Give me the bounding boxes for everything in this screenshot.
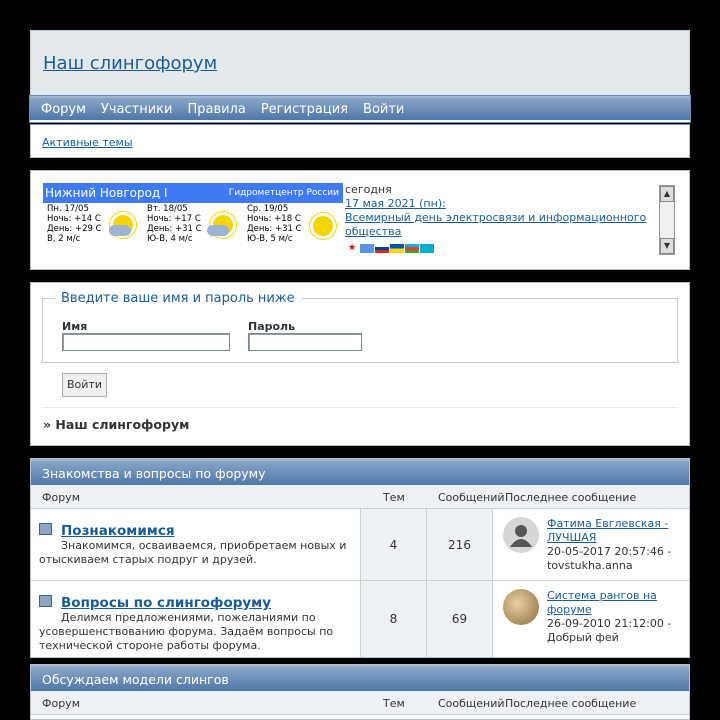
azerbaijan-flag-icon bbox=[405, 244, 419, 253]
sub-navbar bbox=[30, 124, 690, 158]
weather-widget-panel bbox=[30, 170, 690, 270]
weather-city: Нижний Новгород I bbox=[45, 186, 168, 200]
name-input[interactable] bbox=[62, 333, 230, 351]
avatar[interactable] bbox=[503, 517, 539, 553]
posts-count: 69 bbox=[427, 581, 493, 657]
scroll-up-icon[interactable]: ▲ bbox=[660, 186, 674, 202]
col-topics: Тем bbox=[383, 697, 405, 710]
sun-icon bbox=[313, 216, 333, 236]
last-post-info bbox=[547, 589, 687, 645]
col-posts: Сообщений bbox=[438, 697, 505, 710]
col-last-post: Последнее сообщение bbox=[505, 491, 637, 504]
weather-wind: Ю-В, 4 м/с bbox=[147, 234, 193, 244]
nav-members[interactable]: Участники bbox=[100, 102, 173, 117]
col-forum: Форум bbox=[42, 697, 80, 710]
divider bbox=[42, 407, 678, 408]
weather-date: Вт. 18/05 bbox=[147, 204, 188, 214]
forum-header bbox=[30, 30, 690, 96]
today-event-link[interactable]: Всемирный день электросвязи и информационного общества bbox=[345, 211, 647, 238]
topics-count: 4 bbox=[361, 509, 427, 580]
today-date-link[interactable]: 17 мая 2021 (пн): bbox=[345, 197, 446, 210]
user-silhouette-icon bbox=[503, 517, 539, 553]
forum-icon bbox=[39, 523, 52, 535]
category-title: Обсуждаем модели слингов bbox=[31, 665, 689, 691]
forum-name-link[interactable]: Вопросы по слингофоруму bbox=[61, 595, 272, 611]
category-block bbox=[30, 458, 690, 658]
forum-name-link[interactable]: Познакомимся bbox=[61, 523, 175, 539]
col-posts: Сообщений bbox=[438, 491, 505, 504]
kazakhstan-flag-icon bbox=[420, 244, 434, 253]
password-input[interactable] bbox=[248, 333, 362, 351]
active-topics-link[interactable]: Активные темы bbox=[42, 136, 133, 149]
login-submit-button[interactable]: Войти bbox=[62, 373, 107, 397]
today-events bbox=[345, 183, 655, 255]
weather-night: Ночь: +14 С bbox=[47, 214, 101, 224]
weather-widget[interactable] bbox=[43, 183, 343, 245]
forum-description: Знакомимся, осваиваемся, приобретаем новых и отыскиваем старых подруг и друзей. bbox=[39, 539, 347, 566]
cloud-icon bbox=[109, 225, 131, 236]
weather-daytemp: День: +29 С bbox=[47, 224, 102, 234]
last-post-cell bbox=[493, 581, 689, 657]
col-forum: Форум bbox=[42, 491, 80, 504]
forum-description: Делимся предложениями, пожеланиями по усовершенствованию форума. Задаём вопросы по технической стороне работы форума. bbox=[39, 611, 334, 652]
breadcrumb: » Наш слингофорум bbox=[43, 417, 190, 432]
weather-date: Пн. 17/05 bbox=[47, 204, 89, 214]
forum-row bbox=[31, 581, 689, 657]
login-panel bbox=[30, 282, 690, 446]
login-legend: Введите ваше имя и пароль ниже bbox=[61, 291, 295, 306]
category-title: Знакомства и вопросы по форуму bbox=[31, 459, 689, 485]
flags-row bbox=[345, 241, 655, 255]
password-label: Пароль bbox=[248, 320, 296, 333]
last-post-link[interactable]: Система рангов на форуме bbox=[547, 589, 657, 616]
category-block bbox=[30, 664, 690, 720]
forum-row bbox=[31, 509, 689, 581]
login-fieldset bbox=[42, 291, 678, 363]
weather-wind: В, 2 м/с bbox=[47, 234, 81, 244]
posts-count: 216 bbox=[427, 509, 493, 580]
nav-login[interactable]: Войти bbox=[363, 102, 405, 117]
ukraine-flag-icon bbox=[390, 244, 404, 253]
nav-rules[interactable]: Правила bbox=[187, 102, 246, 117]
column-headers bbox=[31, 485, 689, 509]
forum-icon bbox=[39, 595, 52, 607]
weather-wind: Ю-В, 5 м/с bbox=[247, 234, 293, 244]
column-headers bbox=[31, 691, 689, 715]
weather-daytemp: День: +31 С bbox=[147, 224, 202, 234]
russia-flag-icon bbox=[375, 244, 389, 253]
last-post-meta: 20-05-2017 20:57:46 - tovstukha.anna bbox=[547, 545, 672, 572]
weather-daytemp: День: +31 С bbox=[247, 224, 302, 234]
col-last-post: Последнее сообщение bbox=[505, 697, 637, 710]
cloud-icon bbox=[207, 225, 229, 236]
nav-forum[interactable]: Форум bbox=[41, 102, 86, 117]
nav-register[interactable]: Регистрация bbox=[260, 102, 349, 117]
scroll-down-icon[interactable]: ▼ bbox=[660, 238, 674, 254]
weather-header bbox=[43, 183, 343, 203]
today-label: сегодня bbox=[345, 183, 392, 196]
col-topics: Тем bbox=[383, 491, 405, 504]
last-post-info bbox=[547, 517, 687, 573]
weather-night: Ночь: +18 С bbox=[247, 214, 301, 224]
last-post-link[interactable]: Фатима Евглевская - ЛУЧШАЯ bbox=[547, 517, 669, 544]
main-navbar bbox=[30, 96, 690, 122]
topics-count: 8 bbox=[361, 581, 427, 657]
weather-date: Ср. 19/05 bbox=[247, 204, 289, 214]
last-post-meta: 26-09-2010 21:12:00 - Добрый фей bbox=[547, 617, 672, 644]
last-post-cell bbox=[493, 509, 689, 580]
events-scrollbar[interactable] bbox=[659, 185, 675, 255]
avatar[interactable] bbox=[503, 589, 539, 625]
name-label: Имя bbox=[62, 320, 88, 333]
un-flag-icon bbox=[360, 244, 374, 253]
forum-title-link[interactable]: Наш слингофорум bbox=[43, 53, 218, 74]
star-icon: ★ bbox=[345, 244, 359, 253]
weather-night: Ночь: +17 С bbox=[147, 214, 201, 224]
weather-source: Гидрометцентр России bbox=[228, 188, 339, 198]
